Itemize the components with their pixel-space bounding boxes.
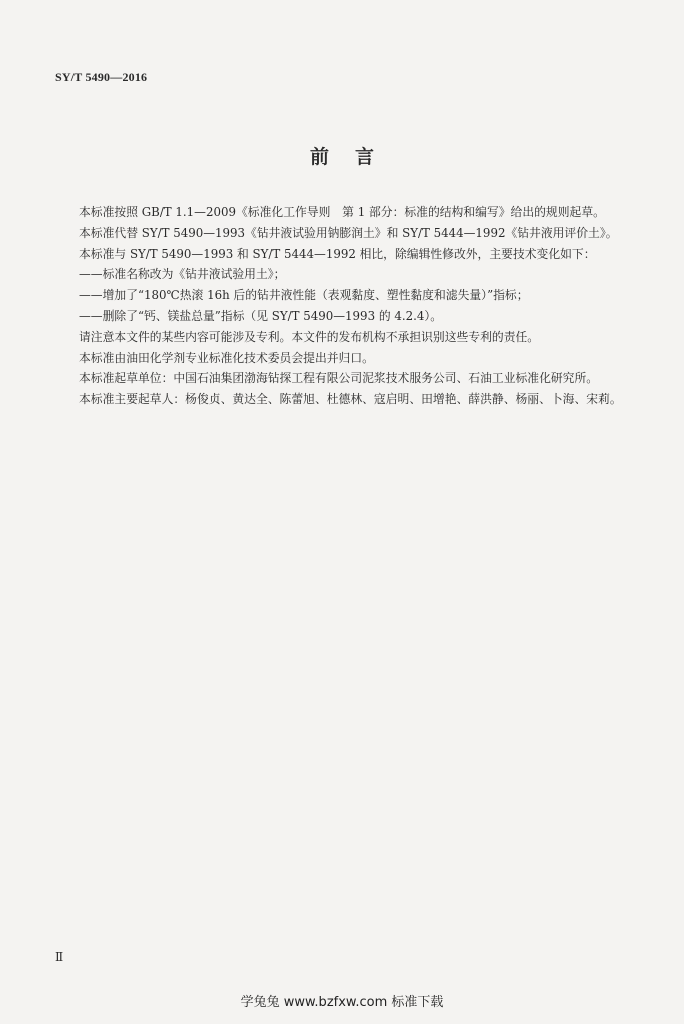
page-title: 前言 [309,146,400,168]
change-item: ——增加了“180℃热滚 16h 后的钻井液性能（表观黏度、塑性黏度和滤失量）”指标； [79,288,529,303]
standard-code: SY/T 5490—2016 [55,70,148,84]
change-item: ——标准名称改为《钻井液试验用土》； [79,267,286,282]
foreword-body [55,202,633,410]
proposer-paragraph: 本标准由油田化学剂专业标准化技术委员会提出并归口。 [79,350,374,365]
page-number: Ⅱ [55,950,64,964]
comparison-paragraph: 本标准与 SY/T 5490—1993 和 SY/T 5444—1992 相比，除编辑性修改外，主要技术变化如下： [79,246,596,261]
replacement-paragraph: 本标准代替 SY/T 5490—1993《钻井液试验用钠膨润土》和 SY/T 5444—1992《钻井液用评价土》。 [79,225,618,240]
change-item: ——删除了“钙、镁盐总量”指标（见 SY/T 5490—1993 的 4.2.4）。 [79,308,443,323]
drafting-units-paragraph: 本标准起草单位：中国石油集团渤海钻探工程有限公司泥浆技术服务公司、石油工业标准化研究所。 [79,371,599,386]
drafters-paragraph: 本标准主要起草人：杨俊贞、黄达全、陈蕾旭、杜德林、寇启明、田增艳、薛洪静、杨丽、卜海、宋莉。 [79,392,622,407]
watermark-footer: 学兔兔 www.bzfxw.com 标准下载 [240,995,444,1010]
scope-paragraph: 本标准按照 GB/T 1.1—2009《标准化工作导则 第 1 部分：标准的结构和编写》给出的规则起草。 [79,205,605,219]
patent-notice: 请注意本文件的某些内容可能涉及专利。本文件的发布机构不承担识别这些专利的责任。 [79,329,540,344]
